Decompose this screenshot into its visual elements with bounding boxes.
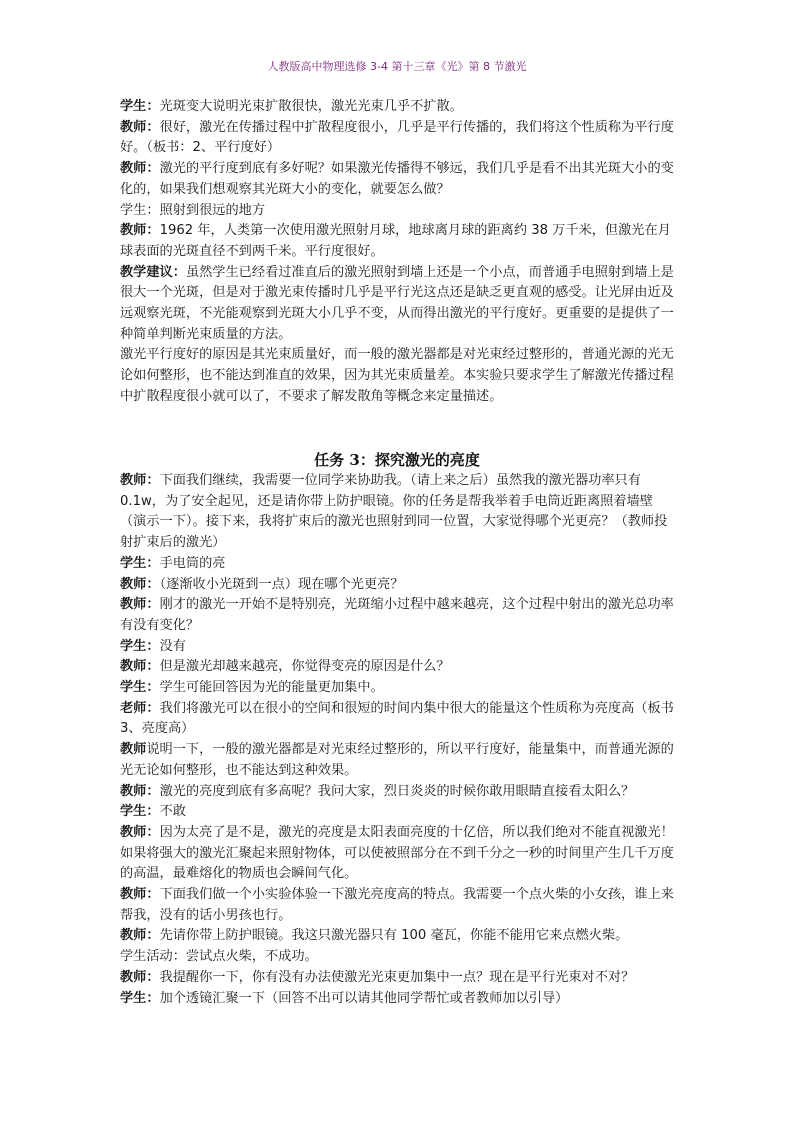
paragraph: [120, 554, 678, 575]
paragraph: [120, 118, 678, 159]
speaker-label: 教师：: [120, 659, 160, 675]
speaker-label: 教师：: [120, 473, 160, 488]
paragraph: [120, 201, 678, 222]
dialogue-section-2: [120, 471, 678, 1009]
paragraph-text: 没有: [159, 638, 186, 654]
speaker-label: 教师: [120, 742, 147, 758]
speaker-label: 教师：: [120, 597, 160, 613]
paragraph: [120, 802, 678, 823]
paragraph: [120, 575, 678, 596]
paragraph-text: 说明一下，一般的激光器都是对光束经过整形的，所以平行度好，能量集中，而普通光源的光无论如何整形，也不能达到这种效果。: [120, 742, 674, 778]
paragraph-text: 加个透镜汇聚一下（回答不出可以请其他同学帮忙或者教师加以引导）: [159, 990, 569, 1006]
paragraph-text: 我提醒你一下，你有没有办法使激光光束更加集中一点？现在是平行光束对不对？: [159, 969, 635, 985]
paragraph: [120, 657, 678, 678]
speaker-label: 教师：: [120, 161, 160, 177]
paragraph-text: 很好，激光在传播过程中扩散程度很小，几乎是平行传播的，我们将这个性质称为平行度好。（板书：2、平行度好）: [120, 119, 674, 156]
paragraph-text: 学生可能回答因为光的能量更加集中。: [159, 680, 384, 696]
paragraph-text: （逐渐收小光斑到一点）现在哪个光更亮？: [159, 576, 404, 592]
paragraph: [120, 947, 678, 968]
paragraph: [120, 740, 678, 781]
paragraph: [120, 885, 678, 926]
speaker-label: 学生：: [120, 638, 160, 654]
paragraph-text: 激光平行度好的原因是其光束质量好，而一般的激光器都是对光束经过整形的，普通光源的光无论如何整形，也不能达到准直的效果，因为其光束质量差。本实验只要求学生了解激光传播过程中扩散程度很小就可以了，不要求了解发散角等概念来定量描述。: [120, 347, 674, 404]
dialogue-section-1: [120, 97, 678, 408]
paragraph: [120, 968, 678, 989]
paragraph: [120, 926, 678, 947]
paragraph-text: 下面我们继续，我需要一位同学来协助我。（请上来之后）虽然我的激光器功率只有 0.1w，为了安全起见，还是请你带上防护眼镜。你的任务是帮我举着手电筒近距离照着墙壁（演示一下）。接下来，我将扩束后的激光也照射到同一位置，大家觉得哪个光更亮？（教师投射扩束后的激光）: [120, 473, 668, 551]
speaker-label: 教师：: [120, 824, 160, 840]
paragraph: [120, 823, 678, 885]
paragraph-text: 光斑变大说明光束扩散很快，激光光束几乎不扩散。: [159, 99, 463, 114]
paragraph: [120, 471, 678, 554]
paragraph-text: 刚才的激光一开始不是特别亮，光斑缩小过程中越来越亮，这个过程中射出的激光总功率有没有变化？: [120, 597, 674, 633]
paragraph: [120, 782, 678, 803]
paragraph-text: 学生：照射到很远的地方: [120, 202, 266, 218]
page-header: 人教版高中物理选修 3-4 第十三章《光》第 8 节激光: [267, 60, 527, 73]
paragraph: [120, 595, 678, 636]
speaker-label: 教师：: [120, 783, 160, 799]
paragraph: [120, 345, 678, 407]
speaker-label: 教师：: [120, 576, 160, 592]
section-title: 任务 3：探究激光的亮度: [314, 451, 480, 469]
speaker-label: 教师：: [120, 119, 160, 135]
paragraph-text: 因为太亮了是不是，激光的亮度是太阳表面亮度的十亿倍，所以我们绝对不能直视激光！如果将强大的激光汇聚起来照射物体，可以使被照部分在不到千分之一秒的时间里产生几千万度的高温，最难熔化的物质也会瞬间气化。: [120, 824, 674, 882]
paragraph: [120, 263, 678, 346]
paragraph-text: 激光的亮度到底有多高呢？我问大家，烈日炎炎的时候你敢用眼睛直接看太阳么？: [159, 783, 635, 799]
speaker-label: 学生：: [120, 990, 160, 1006]
paragraph-text: 但是激光却越来越亮，你觉得变亮的原因是什么？: [159, 659, 450, 675]
paragraph-text: 先请你带上防护眼镜。我这只激光器只有 100 毫瓦，你能不能用它来点燃火柴。: [159, 928, 629, 944]
paragraph: [120, 221, 678, 262]
paragraph-text: 不敢: [159, 804, 186, 820]
paragraph: [120, 699, 678, 740]
speaker-label: 教师：: [120, 969, 160, 985]
paragraph-text: 手电筒的亮: [159, 555, 226, 571]
paragraph-text: 学生活动：尝试点火柴，不成功。: [120, 949, 318, 965]
speaker-label: 学生：: [120, 680, 160, 696]
paragraph-text: 下面我们做一个小实验体验一下激光亮度高的特点。我需要一个点火柴的小女孩，谁上来帮我，没有的话小男孩也行。: [120, 887, 674, 923]
paragraph: [120, 678, 678, 699]
speaker-label: 教师：: [120, 223, 160, 239]
paragraph-text: 激光的平行度到底有多好呢？如果激光传播得不够远，我们几乎是看不出其光斑大小的变化的，如果我们想观察其光斑大小的变化，就要怎么做？: [120, 161, 674, 197]
paragraph: [120, 159, 678, 200]
paragraph: [120, 97, 678, 118]
speaker-label: 教学建议：: [120, 264, 186, 280]
paragraph: [120, 989, 678, 1010]
speaker-label: 学生：: [120, 99, 160, 114]
speaker-label: 学生：: [120, 804, 160, 820]
speaker-label: 教师：: [120, 928, 160, 944]
speaker-label: 教师：: [120, 887, 160, 903]
paragraph-text: 我们将激光可以在很小的空间和很短的时间内集中很大的能量这个性质称为亮度高（板书 3、亮度高）: [120, 700, 674, 737]
paragraph: [120, 637, 678, 658]
paragraph-text: 1962 年，人类第一次使用激光照射月球，地球离月球的距离约 38 万千米，但激光在月球表面的光斑直径不到两千米。平行度很好。: [120, 223, 671, 259]
paragraph-text: 虽然学生已经看过准直后的激光照射到墙上还是一个小点，而普通手电照射到墙上是很大一个光斑，但是对于激光束传播时几乎是平行光这点还是缺乏更直观的感受。让光屏由近及远观察光斑，不光能观察到光斑大小几乎不变，从而得出激光的平行度好。更重要的是提供了一种简单判断光束质量的方法。: [120, 264, 674, 342]
speaker-label: 学生：: [120, 555, 160, 571]
speaker-label: 老师：: [120, 700, 160, 716]
